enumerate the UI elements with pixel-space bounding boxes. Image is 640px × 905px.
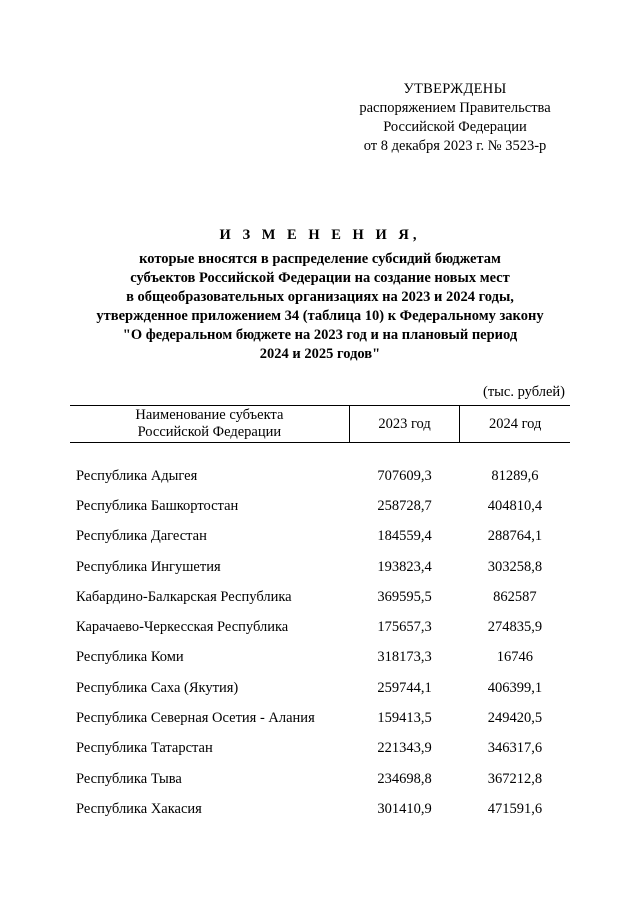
row-value-2024: 288764,1 (487, 528, 543, 545)
row-value-2023: 259744,1 (377, 679, 432, 696)
row-subject-name: Республика Северная Осетия - Алания (76, 710, 315, 727)
row-value-2024: 471591,6 (487, 800, 543, 817)
table-row (70, 491, 570, 521)
row-subject-name: Республика Саха (Якутия) (76, 679, 239, 696)
row-value-2023: 175657,3 (377, 619, 432, 636)
table-row (70, 582, 570, 612)
table-spacer-cell (70, 443, 570, 462)
row-value-2024: 346317,6 (487, 740, 543, 757)
row-value-2024: 249420,5 (487, 710, 543, 727)
approval-block (350, 80, 560, 156)
table-row (70, 522, 570, 552)
subsidy-table (70, 405, 570, 825)
row-value-2024: 862587 (493, 588, 537, 605)
header-year-2024: 2024 год (460, 406, 570, 443)
header-subject-name-line-1: Наименование субъекта (135, 407, 284, 423)
table-row (70, 643, 570, 673)
row-subject-name: Республика Ингушетия (76, 558, 221, 575)
title-line-1: которые вносятся в распределение субсидий бюджетам (139, 251, 501, 267)
table-spacer-row (70, 443, 570, 462)
table-row (70, 764, 570, 794)
row-value-2023: 369595,5 (377, 588, 432, 605)
table-header-row (70, 406, 570, 443)
header-year-2023: 2023 год (349, 406, 460, 443)
row-value-2023: 184559,4 (377, 528, 432, 545)
row-subject-name: Республика Башкортостан (76, 497, 239, 514)
header-subject-name-line-2: Российской Федерации (137, 424, 282, 440)
header-subject-name (70, 406, 349, 443)
table-row (70, 461, 570, 491)
row-value-2024: 404810,4 (487, 497, 543, 514)
row-value-2023: 221343,9 (377, 740, 432, 757)
table-row (70, 552, 570, 582)
row-subject-name: Республика Адыгея (76, 467, 198, 484)
title-line-4: утвержденное приложением 34 (таблица 10) к Федеральному закону (96, 308, 544, 324)
row-value-2023: 159413,5 (377, 710, 432, 727)
row-value-2023: 318173,3 (377, 649, 432, 666)
row-value-2023: 234698,8 (377, 770, 432, 787)
approval-line-3: от 8 декабря 2023 г. № 3523-р (363, 138, 547, 154)
row-value-2023: 707609,3 (377, 467, 432, 484)
title-line-2: субъектов Российской Федерации на создание новых мест (130, 270, 510, 286)
row-value-2024: 81289,6 (491, 467, 539, 484)
row-subject-name: Кабардино-Балкарская Республика (76, 588, 292, 605)
approval-line-2: Российской Федерации (383, 119, 527, 135)
table-row (70, 673, 570, 703)
row-value-2023: 301410,9 (377, 800, 432, 817)
row-value-2024: 274835,9 (487, 619, 543, 636)
table-row (70, 612, 570, 642)
title-line-3: в общеобразовательных организациях на 2023 и 2024 годы, (126, 289, 514, 305)
row-value-2024: 16746 (496, 649, 534, 666)
row-subject-name: Республика Коми (76, 649, 184, 666)
row-value-2023: 193823,4 (377, 558, 432, 575)
title-line-5: "О федеральном бюджете на 2023 год и на плановый период (122, 327, 518, 343)
row-value-2024: 406399,1 (487, 679, 543, 696)
title-main: И З М Е Н Е Н И Я, (219, 227, 421, 243)
table-row (70, 703, 570, 733)
title-line-6: 2024 и 2025 годов" (259, 346, 381, 362)
row-subject-name: Республика Хакасия (76, 800, 202, 817)
approval-line-1: распоряжением Правительства (359, 100, 551, 116)
document-title (60, 226, 580, 364)
row-subject-name: Карачаево-Черкесская Республика (76, 619, 289, 636)
table-row (70, 734, 570, 764)
units-label: (тыс. рублей) (483, 384, 565, 400)
row-subject-name: Республика Дагестан (76, 528, 207, 545)
row-value-2024: 367212,8 (487, 770, 543, 787)
approval-heading: УТВЕРЖДЕНЫ (403, 81, 507, 97)
row-subject-name: Республика Татарстан (76, 740, 213, 757)
row-subject-name: Республика Тыва (76, 770, 182, 787)
row-value-2023: 258728,7 (377, 497, 432, 514)
row-value-2024: 303258,8 (487, 558, 543, 575)
table-row (70, 794, 570, 824)
